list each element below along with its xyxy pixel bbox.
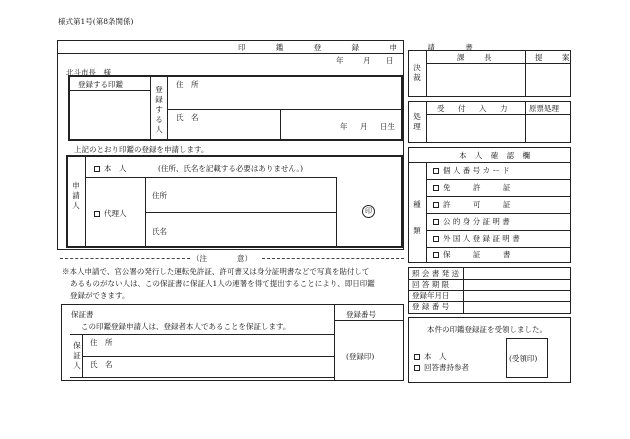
guarantor-label: 保証人: [73, 341, 81, 370]
reg-name-label: 氏 名: [176, 113, 199, 122]
guarantee-title: 保証書: [71, 310, 94, 319]
identity-checkbox[interactable]: [433, 219, 439, 225]
processing-original: 原票処理: [529, 104, 559, 113]
identity-type-label: 種類: [413, 200, 421, 235]
notes-divider-left: [60, 258, 190, 259]
identity-item[interactable]: 個 人 番 号 カ ー ド: [433, 166, 510, 175]
notes-line: あるものがない人は、この保証書に保証人1人の連署を得て提出することにより、即日印鑑: [70, 279, 375, 288]
receipt-checkbox[interactable]: [414, 365, 420, 371]
registrant-label: 登録する人: [155, 85, 163, 134]
form-title: 印 鑑 登 録 申 請 書: [238, 43, 487, 52]
seal-mark: 印: [362, 205, 375, 218]
approval-box: [408, 50, 576, 97]
identity-checkbox[interactable]: [433, 185, 439, 191]
self-option[interactable]: 本 人: [94, 164, 127, 173]
identity-item[interactable]: 免 許 証: [433, 183, 511, 192]
agent-name-label: 氏名: [152, 227, 167, 236]
guarantor-address-label: 住 所: [90, 338, 113, 347]
receipt-checkbox[interactable]: [414, 354, 420, 360]
identity-checkbox[interactable]: [433, 252, 439, 258]
inquiry-row: 登 録 番 号: [412, 302, 450, 311]
receipt-statement: 本件の印鑑登録証を受領しました。: [427, 325, 547, 334]
birth-month: 月: [360, 122, 368, 131]
processing-entry: 受 付 入 力: [437, 104, 511, 113]
guarantee-statement: この印鑑登録申請人は、登録者本人であることを保証します。: [81, 322, 291, 331]
notes-line: 登録ができます。: [70, 291, 130, 300]
identity-checkbox[interactable]: [433, 202, 439, 208]
applicant-label: 申請人: [72, 181, 80, 210]
guarantee-box: [61, 304, 404, 381]
birth-day: 日生: [380, 122, 395, 131]
receipt-option[interactable]: 回答書持参者: [414, 363, 469, 372]
form-number: 様式第1号(第8条関係): [58, 17, 134, 26]
recipient: 北斗市長 様: [66, 68, 111, 77]
date-year: 年: [336, 56, 344, 65]
inquiry-row: 回 答 期 限: [412, 280, 450, 289]
identity-box: [408, 147, 571, 263]
receipt-box: [408, 317, 571, 383]
reg-address-label: 住 所: [176, 80, 199, 89]
application-line: 上記のとおり印鑑の登録を申請します。: [74, 145, 209, 154]
identity-item[interactable]: 外 国 人 登 録 証 明 書: [433, 234, 520, 243]
receipt-seal-label: (受領印): [509, 354, 538, 363]
inquiry-row: 照 会 書 発 送: [412, 269, 460, 278]
approval-proposal: 提 案: [535, 53, 576, 62]
notes-line: ※本人申請で、官公署の発行した運転免許証、許可書又は身分証明書などで写真を貼付して: [62, 267, 370, 276]
seal-label: 登録する印鑑: [78, 80, 123, 89]
notes-divider-right: [262, 258, 404, 259]
agent-address-label: 住所: [152, 191, 167, 200]
self-note: (住所、氏名を記載する必要はありません。): [158, 164, 304, 173]
approval-chief: 課 長: [457, 53, 498, 62]
identity-title: 本 人 確 認 欄: [459, 151, 534, 160]
identity-checkbox[interactable]: [433, 236, 439, 242]
approval-label: 決裁: [413, 63, 421, 82]
agent-checkbox[interactable]: [94, 211, 100, 217]
self-checkbox[interactable]: [94, 166, 100, 172]
identity-item[interactable]: 公 的 身 分 証 明 書: [433, 217, 510, 226]
processing-label: 処理: [413, 112, 421, 131]
date-month: 月: [363, 56, 371, 65]
identity-item[interactable]: 許 可 証: [433, 200, 511, 209]
agent-option[interactable]: 代理人: [94, 209, 127, 218]
inquiry-box: [408, 267, 571, 314]
notes-heading: （注 意）: [192, 254, 252, 263]
date-day: 日: [386, 56, 394, 65]
reg-seal-label: (登録印): [346, 352, 375, 361]
registration-block: [68, 75, 403, 141]
receipt-option[interactable]: 本 人: [414, 352, 447, 361]
identity-checkbox[interactable]: [433, 168, 439, 174]
inquiry-row: 登録年月日: [412, 291, 450, 300]
applicant-block: [66, 155, 403, 248]
reg-number-label: 登録番号: [346, 310, 376, 319]
identity-item[interactable]: 保 証 書: [433, 250, 511, 259]
processing-box: [408, 101, 571, 143]
birth-year: 年: [340, 122, 348, 131]
guarantor-name-label: 氏 名: [90, 360, 113, 369]
